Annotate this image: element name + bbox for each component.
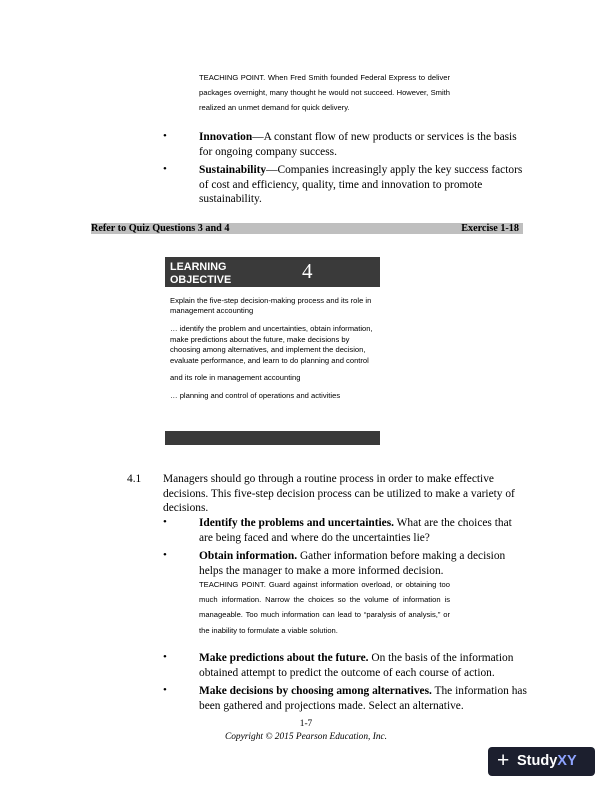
bullet-icon: • bbox=[163, 549, 167, 561]
bullet-obtain bbox=[199, 549, 526, 578]
refer-bar bbox=[91, 223, 523, 234]
brand-name bbox=[517, 753, 577, 770]
bullet-decide bbox=[199, 684, 529, 713]
bullet-term: Make decisions by choosing among alternatives. bbox=[199, 685, 432, 697]
bullet-term: Sustainability bbox=[199, 164, 267, 176]
brand-xy: XY bbox=[557, 753, 577, 769]
lo-para-3: and its role in management accounting bbox=[170, 373, 301, 383]
refer-exercise-label: Exercise 1-18 bbox=[461, 223, 519, 234]
learning-objective-header bbox=[165, 257, 380, 287]
brand-study: Study bbox=[517, 753, 558, 769]
bullet-term: Obtain information. bbox=[199, 550, 298, 562]
bullet-sustainability bbox=[199, 163, 525, 207]
lo-title-line2: OBJECTIVE bbox=[170, 273, 232, 286]
bullet-term: Innovation bbox=[199, 131, 253, 143]
learning-objective-number: 4 bbox=[302, 259, 313, 283]
page-number: 1-7 bbox=[299, 719, 313, 729]
bullet-text: On the basis of the information obtained attempt to predict the outcome of each course of action. bbox=[199, 652, 514, 679]
teaching-point-2: TEACHING POINT. Guard against information overload, or obtaining too much information. Narrow the choices so the volume of information is manageable. Too much information can lead to “paralysis of analysis,” or the inability to formulate a viable solution. bbox=[199, 580, 450, 635]
learning-objective-footer-bar bbox=[165, 431, 380, 445]
copyright-text: Copyright © 2015 Pearson Education, Inc. bbox=[224, 732, 388, 742]
bullet-icon: • bbox=[163, 130, 167, 142]
bullet-icon: • bbox=[163, 684, 167, 696]
learning-objective-body bbox=[170, 296, 378, 409]
bullet-text: —A constant flow of new products or services is the basis for ongoing company success. bbox=[199, 131, 517, 158]
bullet-icon: • bbox=[163, 516, 167, 528]
plus-icon: + bbox=[497, 749, 510, 772]
lo-title-line1: LEARNING bbox=[170, 261, 227, 273]
bullet-text: The information has been gathered and projections made. Select an alternative. bbox=[199, 685, 527, 712]
studyxy-badge[interactable] bbox=[488, 747, 595, 776]
bullet-text: —Companies increasingly apply the key success factors of cost and efficiency, quality, time and innovation to promote sustainability. bbox=[199, 164, 523, 206]
section-text: Managers should go through a routine process in order to make effective decisions. This five-step decision process can be utilized to make a variety of decisions. bbox=[163, 473, 515, 515]
refer-quiz-label: Refer to Quiz Questions 3 and 4 bbox=[91, 223, 230, 234]
bullet-predict bbox=[199, 651, 526, 680]
bullet-icon: • bbox=[163, 651, 167, 663]
bullet-identify bbox=[199, 516, 524, 545]
lo-para-4: … planning and control of operations and activities bbox=[170, 391, 341, 401]
bullet-term: Make predictions about the future. bbox=[199, 652, 369, 664]
section-number: 4.1 bbox=[127, 473, 142, 485]
lo-para-1: Explain the five-step decision-making process and its role in management accounting bbox=[170, 296, 372, 316]
lo-para-2: … identify the problem and uncertainties, obtain information, make predictions about the future, make decisions by choosing among alternatives, and implement the decision, evaluate performance, and learn to do planning and control bbox=[170, 324, 373, 365]
bullet-term: Identify the problems and uncertainties. bbox=[199, 517, 395, 529]
learning-objective-title bbox=[170, 261, 231, 286]
copyright bbox=[0, 732, 612, 742]
bullet-text: Gather information before making a decision helps the manager to make a more informed decision. bbox=[199, 550, 506, 577]
bullet-innovation bbox=[199, 130, 529, 159]
bullet-text: What are the choices that are being faced and where do the uncertainties lie? bbox=[199, 517, 512, 544]
teaching-point-1: TEACHING POINT. When Fred Smith founded Federal Express to deliver packages overnight, many thought he would not succeed. However, Smith realized an unmet demand for quick delivery. bbox=[199, 73, 450, 113]
bullet-icon: • bbox=[163, 163, 167, 175]
